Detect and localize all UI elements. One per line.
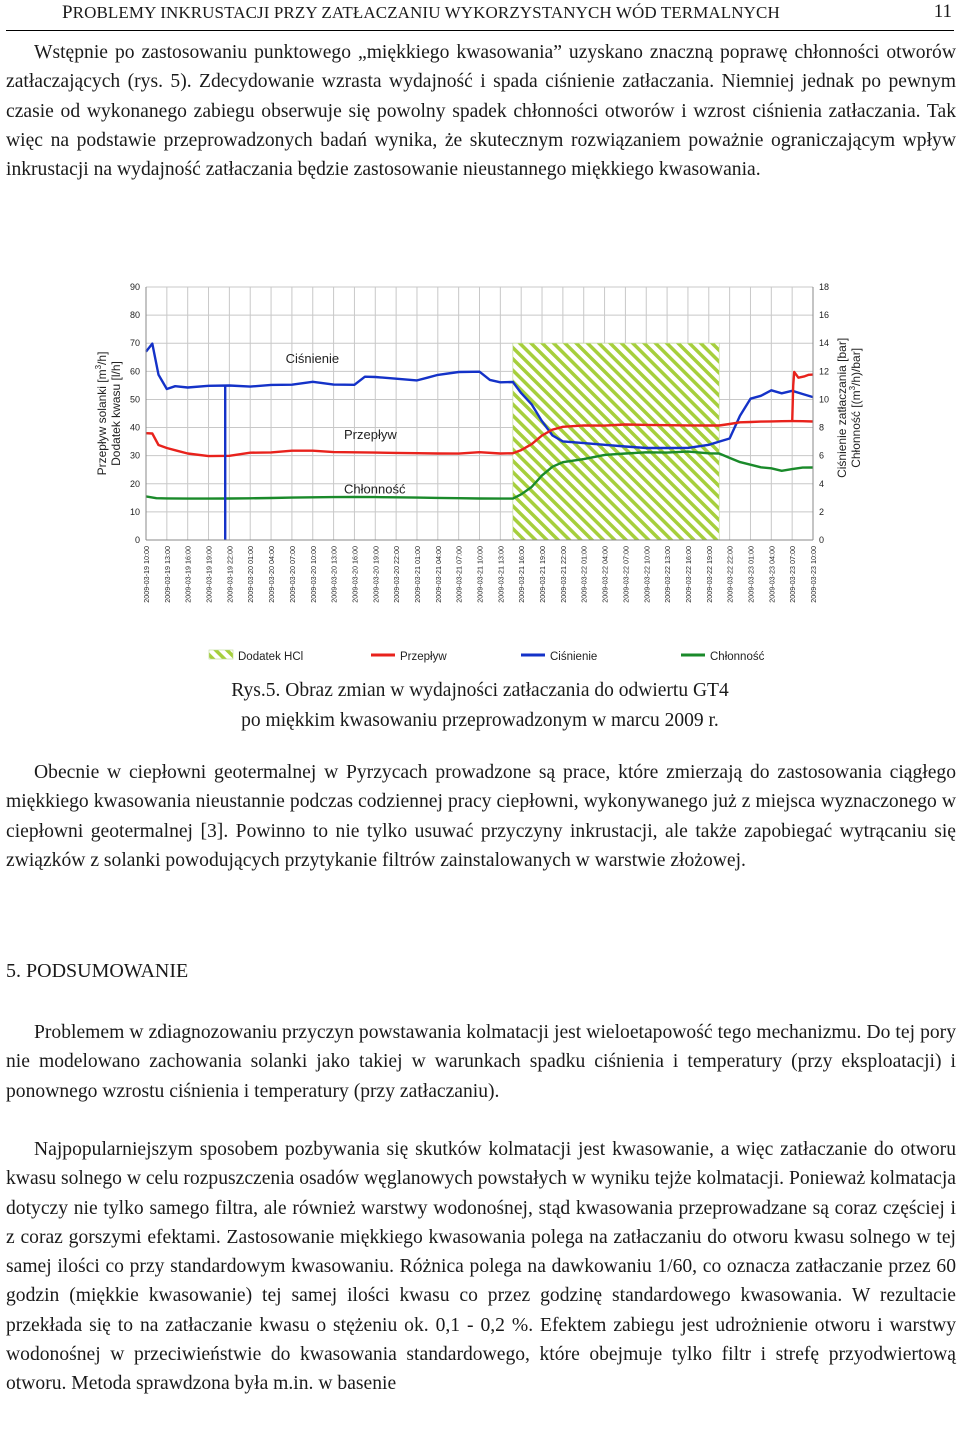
y-tick-left-label: 30 — [129, 450, 140, 461]
y-tick-right-label: 14 — [819, 338, 830, 349]
header-title-rest: ROBLEMY INKRUSTACJI PRZY ZATŁACZANIU WYKORZYSTANYCH WÓD TERMALNYCH — [72, 3, 780, 22]
y-tick-right-label: 0 — [819, 535, 825, 545]
chart-legend — [209, 650, 765, 663]
x-tick-label: 2009-03-22 10:00 — [642, 546, 652, 603]
x-tick-label: 2009-03-20 04:00 — [267, 546, 277, 603]
x-tick-label: 2009-03-21 10:00 — [475, 546, 485, 603]
y-axis-left-title-1-sup: 3 — [94, 364, 103, 370]
y-axis-right-title-1: Ciśnienie zatłaczania [bar] — [835, 337, 849, 478]
x-tick-label: 2009-03-19 13:00 — [162, 546, 172, 603]
x-tick-label: 2009-03-22 16:00 — [683, 546, 693, 603]
y-axis-right-title-2-sup: 3 — [848, 385, 857, 391]
y-tick-right-label: 12 — [819, 366, 830, 377]
paragraph-summary-2: Najpopularniejszym sposobem pozbywania się skutków kolmatacji jest kwasowanie, a więc zatłaczanie do otworu kwasu solnego w celu rozpuszczenia osadów węglanowych powstałych w wyniku tejże kolmatacji. Ponieważ kolmatacja dotyczy nie tylko samego filtra, ale również warstwy wodonośnej, stąd kwasowania przeprowadzane są coraz częściej i z coraz gorszymi efektami. Zastosowanie miękkiego kwasowania polega na zatłaczaniu do otworu kwasu solnego w tej samej ilości co przy standardowym kwasowaniu. Różnica polega na dawkowaniu 1/60, co oznacza zatłaczanie przez 60 godzin (miękkie kwasowanie) tej samej ilości kwasu co przez godzinę standardowego kwasowania. W rezultacie przekłada się to na zatłaczanie kwasu o stężeniu ok. 0,1 - 0,2 %. Efektem zabiegu jest udrożnienie otworu i warstwy wodonośnej w przeciwieństwie do kwasowania standardowego, które obejmuje tylko filtr i strefę przyodwiertową otworu. Metoda sprawdzona była m.in. w basenie — [6, 1139, 957, 1395]
x-tick-label: 2009-03-23 04:00 — [767, 546, 777, 603]
x-tick-label: 2009-03-20 01:00 — [246, 546, 256, 603]
x-tick-label: 2009-03-21 04:00 — [433, 546, 443, 603]
y-axis-left-title-1-end: /h] — [95, 351, 109, 365]
paragraph-summary-1: Problemem w zdiagnozowaniu przyczyn powstawania kolmatacji jest wieloetapowość tego mechanizmu. Do tej pory nie modelowano zachowania solanki jako takiej w warunkach spadku ciśnienia i temperatury (przy eksploatacji) i ponownego wzrostu ciśnienia i temperatury (przy zatłaczaniu). — [6, 1022, 956, 1102]
figure-caption — [0, 676, 960, 736]
x-tick-label: 2009-03-20 10:00 — [308, 546, 318, 603]
y-tick-left-label: 40 — [129, 422, 140, 433]
legend-swatch-hcl — [209, 650, 233, 659]
y-tick-left-label: 60 — [129, 366, 140, 377]
y-tick-right-label: 6 — [819, 450, 825, 461]
y-tick-left-label: 90 — [129, 282, 140, 292]
y-tick-left-label: 80 — [129, 310, 140, 321]
y-axis-left-title-2: Dodatek kwasu [l/h] — [109, 361, 123, 466]
legend-label-pressure: Ciśnienie — [550, 651, 598, 663]
x-tick-label: 2009-03-19 22:00 — [225, 546, 235, 603]
chart-hcl-region — [513, 343, 719, 540]
paragraph-intro: Wstępnie po zastosowaniu punktowego „miękkiego kwasowania” uzyskano znaczną poprawę chłonności otworów zatłaczających (rys. 5). Zdecydowanie wzrasta wydajność i spada ciśnienie zatłaczania. Niemniej jednak po pewnym czasie od wykonanego zabiegu obserwuje się powolny spadek chłonności otworów i wzrost ciśnienia zatłaczania. Tak więc na podstawie przeprowadzonych badań wynika, że skutecznym rozwiązaniem poważnie ograniczającym wpływ inkrustacji na wydajność zatłaczania będzie zastosowanie nieustannego miękkiego kwasowania. — [6, 42, 956, 181]
x-tick-label: 2009-03-21 07:00 — [454, 546, 464, 603]
running-header — [6, 0, 954, 31]
y-tick-left-label: 70 — [129, 338, 140, 349]
legend-label-hcl: Dodatek HCl — [238, 651, 304, 663]
y-tick-right-label: 10 — [819, 394, 830, 405]
x-tick-label: 2009-03-21 19:00 — [538, 546, 548, 603]
annotation-flow: Przepływ — [344, 426, 397, 442]
x-tick-label: 2009-03-20 07:00 — [287, 546, 297, 603]
x-tick-label: 2009-03-23 07:00 — [788, 546, 798, 603]
x-tick-label: 2009-03-22 22:00 — [725, 546, 735, 603]
section-heading: 5. PODSUMOWANIE — [6, 960, 189, 982]
header-title-initial: P — [62, 2, 73, 23]
x-tick-label: 2009-03-20 13:00 — [329, 546, 339, 603]
x-tick-label: 2009-03-20 16:00 — [350, 546, 360, 603]
x-tick-label: 2009-03-22 19:00 — [704, 546, 714, 603]
running-header-title — [62, 2, 780, 24]
y-tick-right-label: 8 — [819, 422, 825, 433]
x-tick-label: 2009-03-19 10:00 — [142, 546, 151, 603]
annotation-pressure: Ciśnienie — [285, 350, 340, 366]
x-tick-label: 2009-03-22 04:00 — [600, 546, 610, 603]
legend-label-flow: Przepływ — [400, 651, 447, 663]
y-tick-right-label: 4 — [819, 478, 825, 489]
figure-caption-line1: Rys.5. Obraz zmian w wydajności zatłaczania do odwiertu GT4 — [231, 680, 729, 701]
y-axis-left-title-1: Przepływ solanki $[m^3/h]$ — [94, 351, 109, 476]
y-tick-left-label: 20 — [129, 478, 140, 489]
chart-labels — [94, 338, 863, 497]
x-tick-label: 2009-03-19 16:00 — [183, 546, 193, 603]
x-tick-label: 2009-03-21 13:00 — [496, 546, 506, 603]
x-tick-label: 2009-03-22 07:00 — [621, 546, 631, 603]
y-tick-left-label: 50 — [129, 394, 140, 405]
x-tick-label: 2009-03-22 01:00 — [579, 546, 589, 603]
y-axis-right-title-2-end: /h)/bar] — [849, 347, 863, 386]
paragraph-after-figure: Obecnie w ciepłowni geotermalnej w Pyrzycach prowadzone są prace, które zmierzają do zastosowania ciągłego miękkiego kwasowania nieustannie podczas codziennej pracy ciepłowni, wykonywanego już z miejsca wyznaczonego w ciepłowni geotermalnej [3]. Powinno to nie tylko usuwać przyczyny inkrustacji, ale także zapobiegać wytrącaniu się związków z solanki powodujących przytykanie filtrów zainstalowanych w warstwie złożowej. — [6, 762, 956, 871]
y-tick-left-label: 10 — [129, 506, 140, 517]
annotation-absorbency: Chłonność — [344, 481, 406, 497]
x-tick-label: 2009-03-20 19:00 — [371, 546, 381, 603]
x-tick-label: 2009-03-21 01:00 — [412, 546, 422, 603]
y-tick-right-label: 18 — [819, 282, 830, 292]
x-tick-label: 2009-03-23 01:00 — [746, 546, 756, 603]
x-tick-label: 2009-03-23 10:00 — [809, 546, 818, 603]
x-tick-label: 2009-03-21 22:00 — [558, 546, 568, 603]
x-tick-label: 2009-03-21 16:00 — [517, 546, 527, 603]
page-number: 11 — [933, 1, 952, 22]
hcl-addition-region — [513, 343, 719, 540]
figure-caption-line2: po miękkim kwasowaniu przeprowadzonym w marcu 2009 r. — [241, 710, 719, 731]
x-tick-label: 2009-03-19 19:00 — [204, 546, 214, 603]
y-axis-right-title-2: Chłonność $[(m^3/h)/bar]$ — [848, 347, 863, 468]
legend-label-absorbency: Chłonność — [710, 651, 765, 663]
y-tick-left-label: 0 — [134, 535, 140, 545]
x-tick-label: 2009-03-20 22:00 — [392, 546, 402, 603]
x-tick-label: 2009-03-22 13:00 — [663, 546, 673, 603]
figure-chart — [84, 272, 884, 672]
y-tick-right-label: 2 — [819, 506, 825, 517]
y-tick-right-label: 16 — [819, 310, 830, 321]
